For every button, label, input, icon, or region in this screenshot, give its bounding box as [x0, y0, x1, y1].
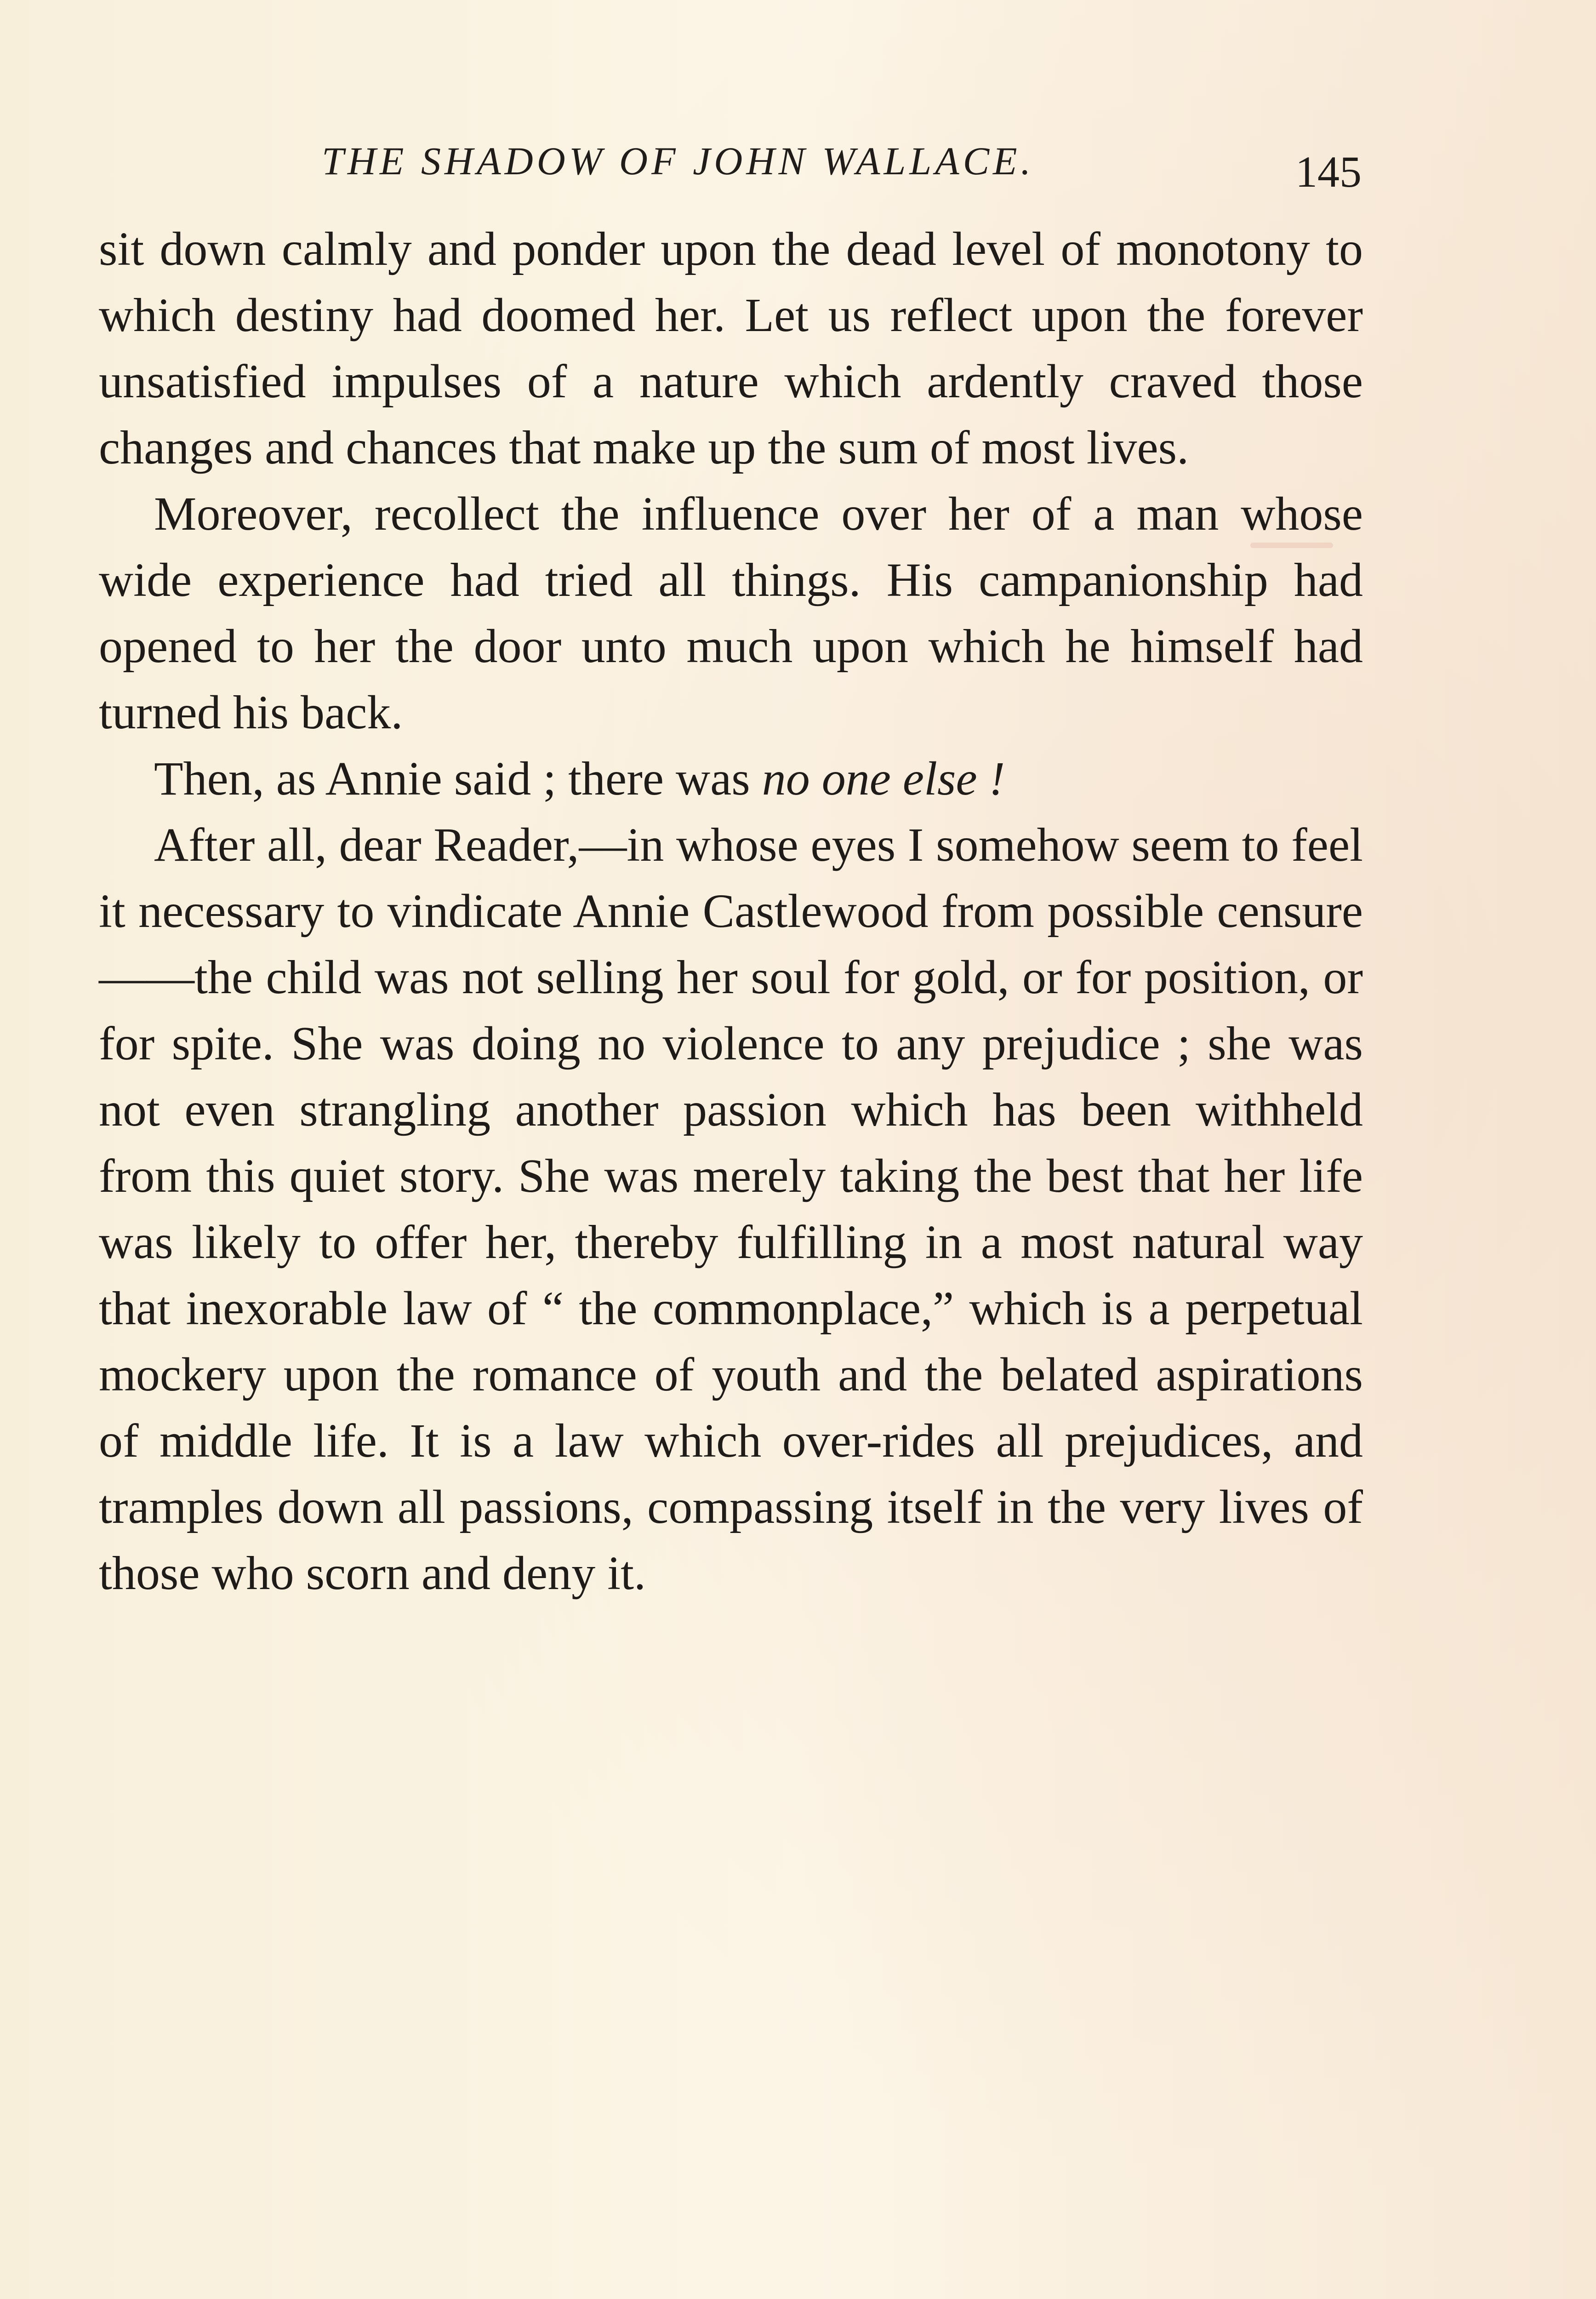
paragraph-annie-said-text: Then, as Annie said ; there was [154, 752, 762, 805]
running-title: THE SHADOW OF JOHN WALLACE. [322, 139, 1035, 183]
paragraph-moreover: Moreover, recollect the influence over her of a man whose wide experience had tried all things. His campanionship had opened to her the door unto much upon which he himself had turned his back. [99, 487, 1363, 739]
paragraph-after-all: After all, dear Reader,—in whose eyes I somehow seem to feel it necessary to vindicate Annie Castlewood from possible censure——the child was not selling her soul for gold, or for position, or for spite. She was doing no violence to any prejudice ; she was not even strangling another passion which has been withheld from this quiet story. She was merely taking the best that her life was likely to offer her, thereby fulfilling in a most natural way that inexorable law of “ the commonplace,” which is a perpetual mockery upon the romance of youth and the belated aspirations of middle life. It is a law which over-rides all prejudices, and tramples down all passions, compassing itself in the very lives of those who scorn and deny it. [99, 818, 1363, 1600]
italic-emphasis: no one else ! [762, 752, 1005, 805]
page-number: 145 [1295, 147, 1362, 196]
paragraph-continuation: sit down calmly and ponder upon the dead level of monotony to which destiny had doomed her. Let us reflect upon the forever unsatisfied impulses of a nature which ardently craved those changes and chances that make up the sum of most lives. [99, 223, 1363, 474]
body-text [99, 216, 1363, 1607]
ink-bleed-mark [1250, 543, 1333, 548]
paragraph-annie-said [99, 746, 1363, 812]
